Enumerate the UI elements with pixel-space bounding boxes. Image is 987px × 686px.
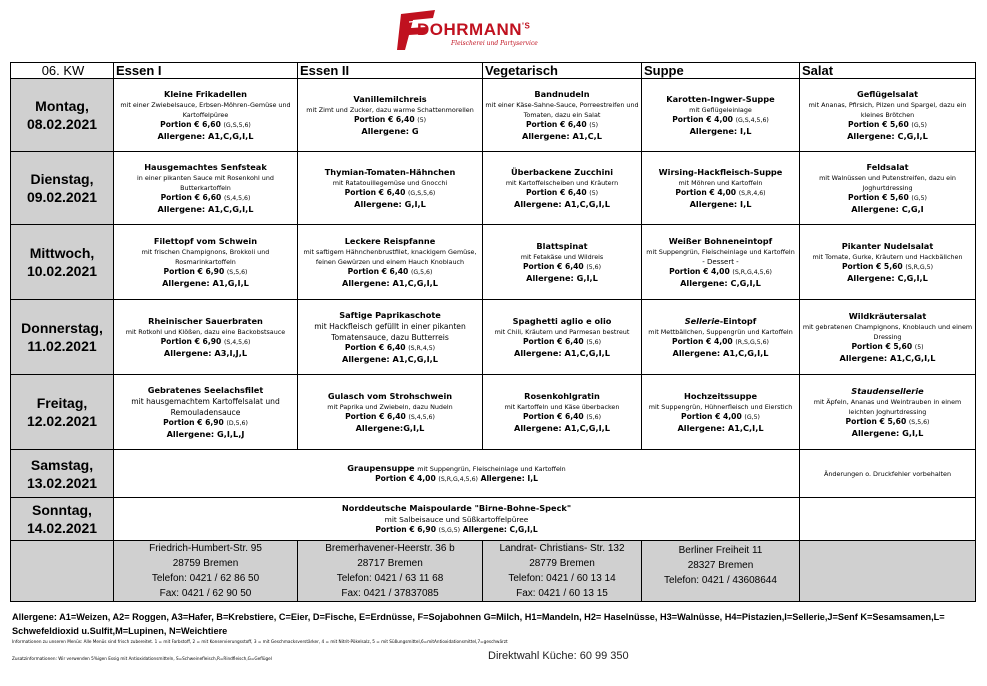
supplementary-info: Zusatzinformationen: Wir verwenden 5%igen Essig mit Antioxidationsmitteln, S=Schweinefleisch,R=Rindfleisch,G=Geflügel bbox=[12, 656, 272, 661]
address-cell: Berliner Freiheit 11 28327 Bremen Telefon: 0421 / 43608644 bbox=[642, 541, 800, 602]
allergen-legend: Allergene: A1=Weizen, A2= Roggen, A3=Hafer, B=Krebstiere, C=Eier, D=Fische, E=Erdnüsse, F=Sojabohnen G=Milch, H1=Mandeln, H2= Haselnüsse, H3=Walnüsse, H4=Pistazien,I=Sellerie,J=Senf K=Sesamsamen,L= Schwefeldioxid u.Sulfit,M=Lupinen, N=Weichtiere bbox=[12, 612, 945, 636]
day-row-monday bbox=[11, 79, 976, 152]
col-header-essen-2: Essen II bbox=[298, 63, 483, 79]
address-cell: Friedrich-Humbert-Str. 95 28759 Bremen Telefon: 0421 / 62 86 50 Fax: 0421 / 62 90 50 bbox=[114, 541, 298, 602]
dish-cell: Spaghetti aglio e olio mit Chili, Kräutern und Parmesan bestreut Portion € 6,40 (5,6) Allergene: A1,C,G,I,L bbox=[483, 300, 642, 375]
dish-cell: Saftige Paprikaschote mit Hackfleisch gefüllt in einer pikanten Tomatensauce, dazu Butterreis Portion € 6,40 (S,R,4,5) Allergene: A1,C,G,I,L bbox=[298, 300, 483, 375]
dish-cell: Pikanter Nudelsalat mit Tomate, Gurke, Kräutern und Hackbällchen Portion € 5,60 (S,R,G,5) Allergene: C,G,I,L bbox=[800, 225, 976, 300]
dish-cell: Weißer Bohneneintopf mit Suppengrün, Fleischeinlage und Kartoffeln - Dessert - Portion € 4,00 (S,R,G,4,5,6) Allergene: C,G,I,L bbox=[642, 225, 800, 300]
dish-cell: Überbackene Zucchini mit Kartoffelscheiben und Kräutern Portion € 6,40 (5) Allergene: A1,C,G,I,L bbox=[483, 152, 642, 225]
dish-cell: Blattspinat mit Fetakäse und Wildreis Portion € 6,40 (5,6) Allergene: G,I,L bbox=[483, 225, 642, 300]
dish-cell: Wirsing-Hackfleisch-Suppe mit Möhren und Kartoffeln Portion € 4,00 (S,R,4,6) Allergene: I,L bbox=[642, 152, 800, 225]
day-label: Sonntag, 14.02.2021 bbox=[11, 498, 114, 541]
day-label: Mittwoch, 10.02.2021 bbox=[11, 225, 114, 300]
dish-cell: Karotten-Ingwer-Suppe mit Geflügeleinlage Portion € 4,00 (G,S,4,5,6) Allergene: I,L bbox=[642, 79, 800, 152]
additive-info: Informationen zu unseren Menüs: Alle Menüs sind frisch zubereitet. 1 = mit Farbstoff, 2 = mit Konservierungsstoff, 3 = mit Geschmacksverstärker, 4 = mit Nitrit-Pökelsalz, 5 = mit Süßungsmittel,6=mitAntioxidationsmittel,7=geschwärzt bbox=[12, 639, 508, 644]
day-label: Samstag, 13.02.2021 bbox=[11, 450, 114, 498]
dish-cell: Vanillemilchreis mit Zimt und Zucker, dazu warme Schattenmorellen Portion € 6,40 (5) Allergene: G bbox=[298, 79, 483, 152]
logo-name: $DOHRMANN^{'S}$ bbox=[417, 20, 531, 39]
col-header-salat: Salat bbox=[800, 63, 976, 79]
sunday-dish-cell: Norddeutsche Maispoularde "Birne-Bohne-Speck" mit Salbeisauce und Süßkartoffelpüree Portion € 6,90 (S,G,5) Allergene: C,G,I,L bbox=[114, 498, 800, 541]
logo-tagline: Fleischerei und Partyservice bbox=[451, 40, 538, 47]
dish-cell: Sellerie-Eintopf mit Mettbällchen, Suppengrün und Kartoffeln Portion € 4,00 (R,S,G,5,6) Allergene: A1,C,G,I,L bbox=[642, 300, 800, 375]
dish-cell: Staudensellerie mit Äpfeln, Ananas und Weintrauben in einem leichten Joghurtdressing Portion € 5,60 (S,5,6) Allergene: G,I,L bbox=[800, 375, 976, 450]
empty-grey-cell bbox=[11, 541, 114, 602]
dish-cell: Rosenkohlgratin mit Kartoffeln und Käse überbacken Portion € 6,40 (5,6) Allergene: A1,C,G,I,L bbox=[483, 375, 642, 450]
col-header-essen-1: Essen I bbox=[114, 63, 298, 79]
saturday-dish-cell: Graupensuppe mit Suppengrün, Fleischeinlage und Kartoffeln Portion € 4,00 (S,R,G,4,5,6) Allergene: I,L bbox=[114, 450, 800, 498]
menu-table bbox=[10, 62, 976, 602]
dish-cell: Hausgemachtes Senfsteak in einer pikanten Sauce mit Rosenkohl und Butterkartoffeln Portion € 6,60 (S,4,5,6) Allergene: A1,C,G,I,L bbox=[114, 152, 298, 225]
dish-cell: Gebratenes Seelachsfilet mit hausgemachtem Kartoffelsalat und Remouladensauce Portion € 6,90 (D,5,6) Allergene: G,I,L,J bbox=[114, 375, 298, 450]
address-row bbox=[11, 541, 976, 602]
col-header-suppe: Suppe bbox=[642, 63, 800, 79]
disclaimer-cell: Änderungen o. Druckfehler vorbehalten bbox=[800, 450, 976, 498]
dish-cell: Kleine Frikadellen mit einer Zwiebelsauce, Erbsen-Möhren-Gemüse und Kartoffelpüree Portion € 6,60 (G,S,5,6) Allergene: A1,C,G,I,L bbox=[114, 79, 298, 152]
dish-cell: Geflügelsalat mit Ananas, Pfirsich, Pilzen und Spargel, dazu ein kleines Brötchen Portion € 5,60 (G,5) Allergene: C,G,I,L bbox=[800, 79, 976, 152]
kitchen-direct-line: Direktwahl Küche: 60 99 350 bbox=[488, 650, 629, 662]
dish-cell: Bandnudeln mit einer Käse-Sahne-Sauce, Porreestreifen und Tomaten, dazu ein Salat Portion € 6,40 (5) Allergene: A1,C,L bbox=[483, 79, 642, 152]
dish-cell: Filettopf vom Schwein mit frischen Champignons, Brokkoli und Rosmarinkartoffeln Portion € 6,90 (S,5,6) Allergene: A1,G,I,L bbox=[114, 225, 298, 300]
day-label: Donnerstag, 11.02.2021 bbox=[11, 300, 114, 375]
calendar-week: 06. KW bbox=[11, 63, 114, 79]
day-row-friday bbox=[11, 375, 976, 450]
day-label: Montag, 08.02.2021 bbox=[11, 79, 114, 152]
address-cell: Landrat- Christians- Str. 132 28779 Bremen Telefon: 0421 / 60 13 14 Fax: 0421 / 60 13 15 bbox=[483, 541, 642, 602]
header-row bbox=[11, 63, 976, 79]
dish-cell: Hochzeitssuppe mit Suppengrün, Hühnerfleisch und Eierstich Portion € 4,00 (G,5) Allergene: A1,C,I,L bbox=[642, 375, 800, 450]
day-row-tuesday bbox=[11, 152, 976, 225]
empty-grey-cell bbox=[800, 541, 976, 602]
dish-cell: Rheinischer Sauerbraten mit Rotkohl und Klößen, dazu eine Backobstsauce Portion € 6,90 (S,4,5,6) Allergene: A3,I,J,L bbox=[114, 300, 298, 375]
dish-cell: Thymian-Tomaten-Hähnchen mit Ratatouillegemüse und Gnocchi Portion € 6,40 (G,S,5,6) Allergene: G,I,L bbox=[298, 152, 483, 225]
dish-cell: Gulasch vom Strohschwein mit Paprika und Zwiebeln, dazu Nudeln Portion € 6,40 (S,4,5,6) Allergene:G,I,L bbox=[298, 375, 483, 450]
empty-cell bbox=[800, 498, 976, 541]
address-cell: Bremerhavener-Heerstr. 36 b 28717 Bremen Telefon: 0421 / 63 11 68 Fax: 0421 / 37837085 bbox=[298, 541, 483, 602]
dish-cell: Leckere Reispfanne mit saftigem Hähnchenbrustfilet, knackigem Gemüse, feinen Gewürzen und einem Hauch Knoblauch Portion € 6,40 (G,5,6) Allergene: A1,C,G,I,L bbox=[298, 225, 483, 300]
dohrmanns-logo bbox=[395, 8, 605, 52]
col-header-vegetarisch: Vegetarisch bbox=[483, 63, 642, 79]
day-label: Freitag, 12.02.2021 bbox=[11, 375, 114, 450]
dish-cell: Feldsalat mit Walnüssen und Putenstreifen, dazu ein Joghurtdressing Portion € 5,60 (G,5) Allergene: C,G,I bbox=[800, 152, 976, 225]
day-row-thursday bbox=[11, 300, 976, 375]
dish-cell: Wildkräutersalat mit gebratenen Champignons, Knoblauch und einem Dressing Portion € 5,60 (5) Allergene: A1,C,G,I,L bbox=[800, 300, 976, 375]
day-row-saturday bbox=[11, 450, 976, 498]
day-row-wednesday bbox=[11, 225, 976, 300]
day-row-sunday bbox=[11, 498, 976, 541]
day-label: Dienstag, 09.02.2021 bbox=[11, 152, 114, 225]
